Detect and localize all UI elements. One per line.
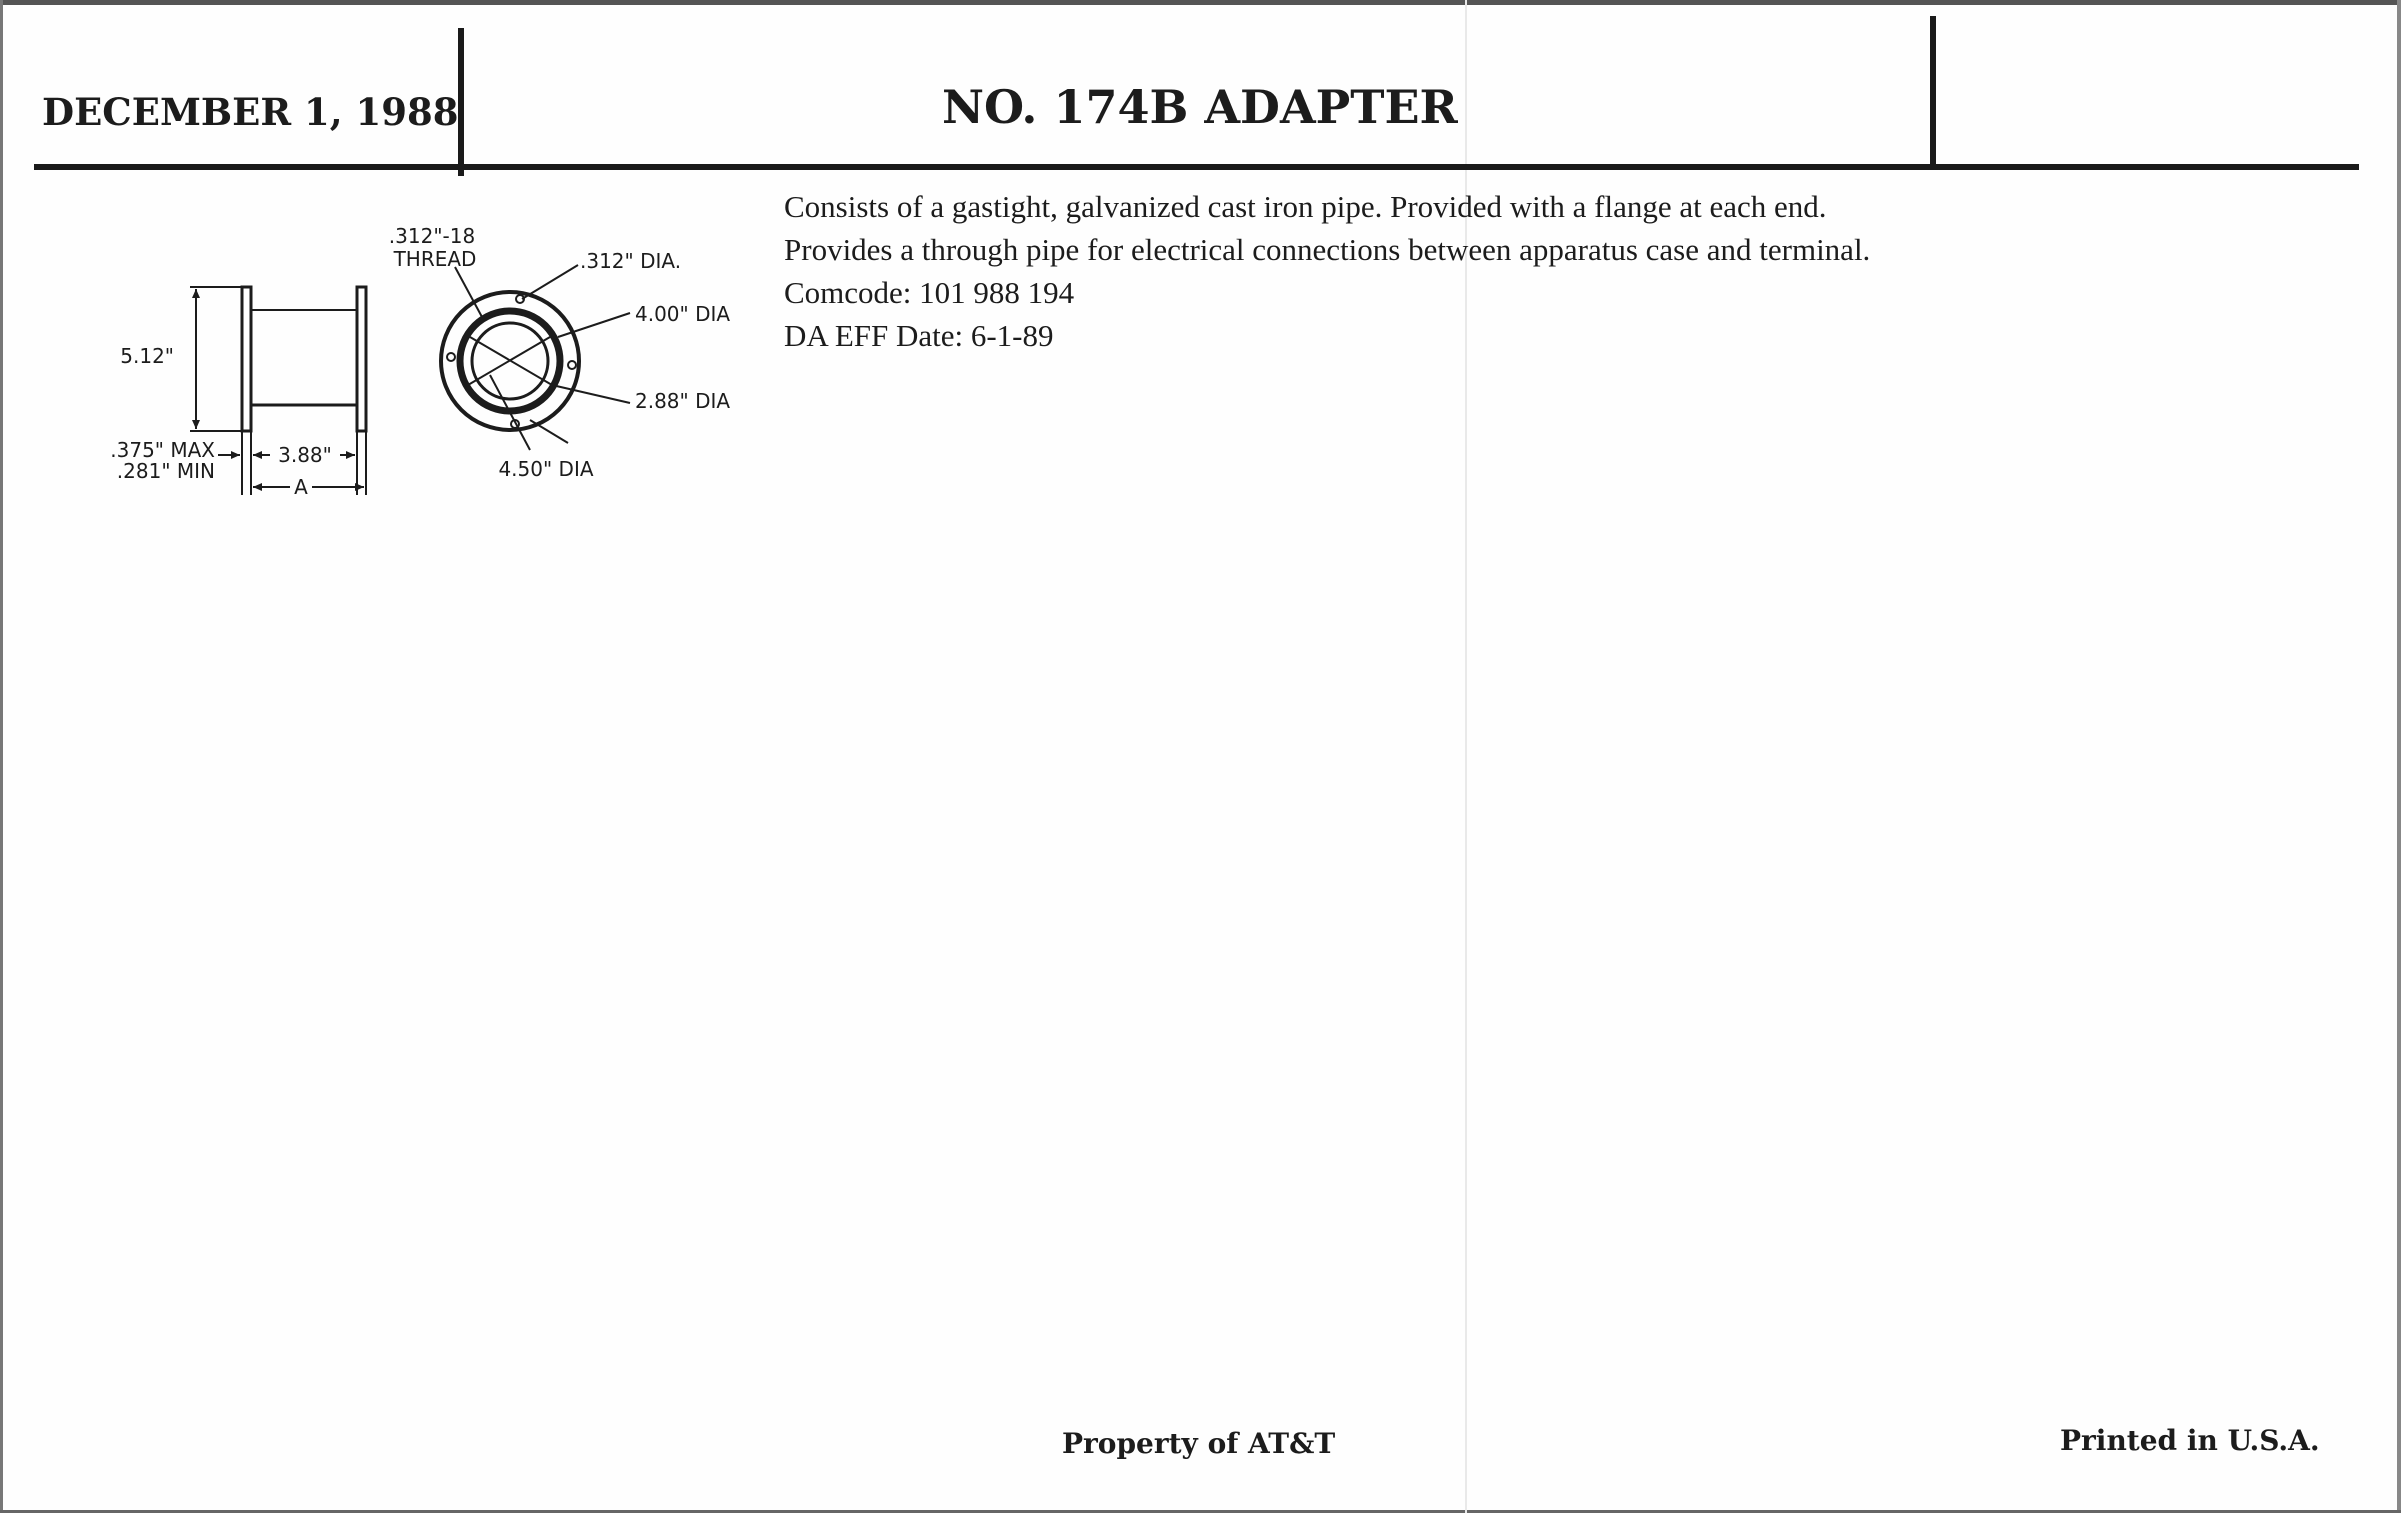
- hole-dia-label: .312" DIA.: [580, 249, 682, 273]
- length-label: 3.88": [278, 443, 332, 467]
- header-date: DECEMBER 1, 1988: [42, 90, 459, 134]
- bolt-hole-right: [568, 361, 576, 369]
- printed-notice: Printed in U.S.A.: [2060, 1424, 2320, 1457]
- description-line-2: Provides a through pipe for electrical connections between apparatus case and terminal.: [784, 232, 1871, 267]
- flange-min-label: .281" MIN: [116, 459, 215, 483]
- description-block: [784, 185, 1870, 357]
- header-rule: [34, 164, 2359, 170]
- header-divider-left: [458, 28, 464, 176]
- left-flange: [242, 287, 251, 431]
- end-view: [441, 265, 630, 450]
- height-label: 5.12": [120, 344, 174, 368]
- dia-450-label: 4.50" DIA: [498, 457, 594, 481]
- thread-word-label: THREAD: [393, 247, 477, 271]
- bolt-hole-left: [447, 353, 455, 361]
- page-title: NO. 174B ADAPTER: [942, 80, 1458, 134]
- comcode-line: Comcode: 101 988 194: [784, 275, 1075, 310]
- property-notice: Property of AT&T: [1062, 1427, 1336, 1460]
- top-edge: [0, 0, 2401, 5]
- thread-size-label: .312"-18: [388, 225, 476, 248]
- a-label: A: [294, 475, 308, 499]
- technical-drawing: [90, 225, 770, 525]
- right-flange: [357, 287, 366, 431]
- dia-400-label: 4.00" DIA: [635, 302, 731, 326]
- left-edge: [0, 0, 3, 1513]
- description-line-1: Consists of a gastight, galvanized cast iron pipe. Provided with a flange at each end.: [784, 189, 1827, 224]
- flange-max-label: .375" MAX: [110, 438, 215, 462]
- dia-288-label: 2.88" DIA: [635, 389, 731, 413]
- effective-date-line: DA EFF Date: 6-1-89: [784, 318, 1054, 353]
- right-edge: [2397, 0, 2401, 1513]
- header-divider-right: [1930, 16, 1936, 166]
